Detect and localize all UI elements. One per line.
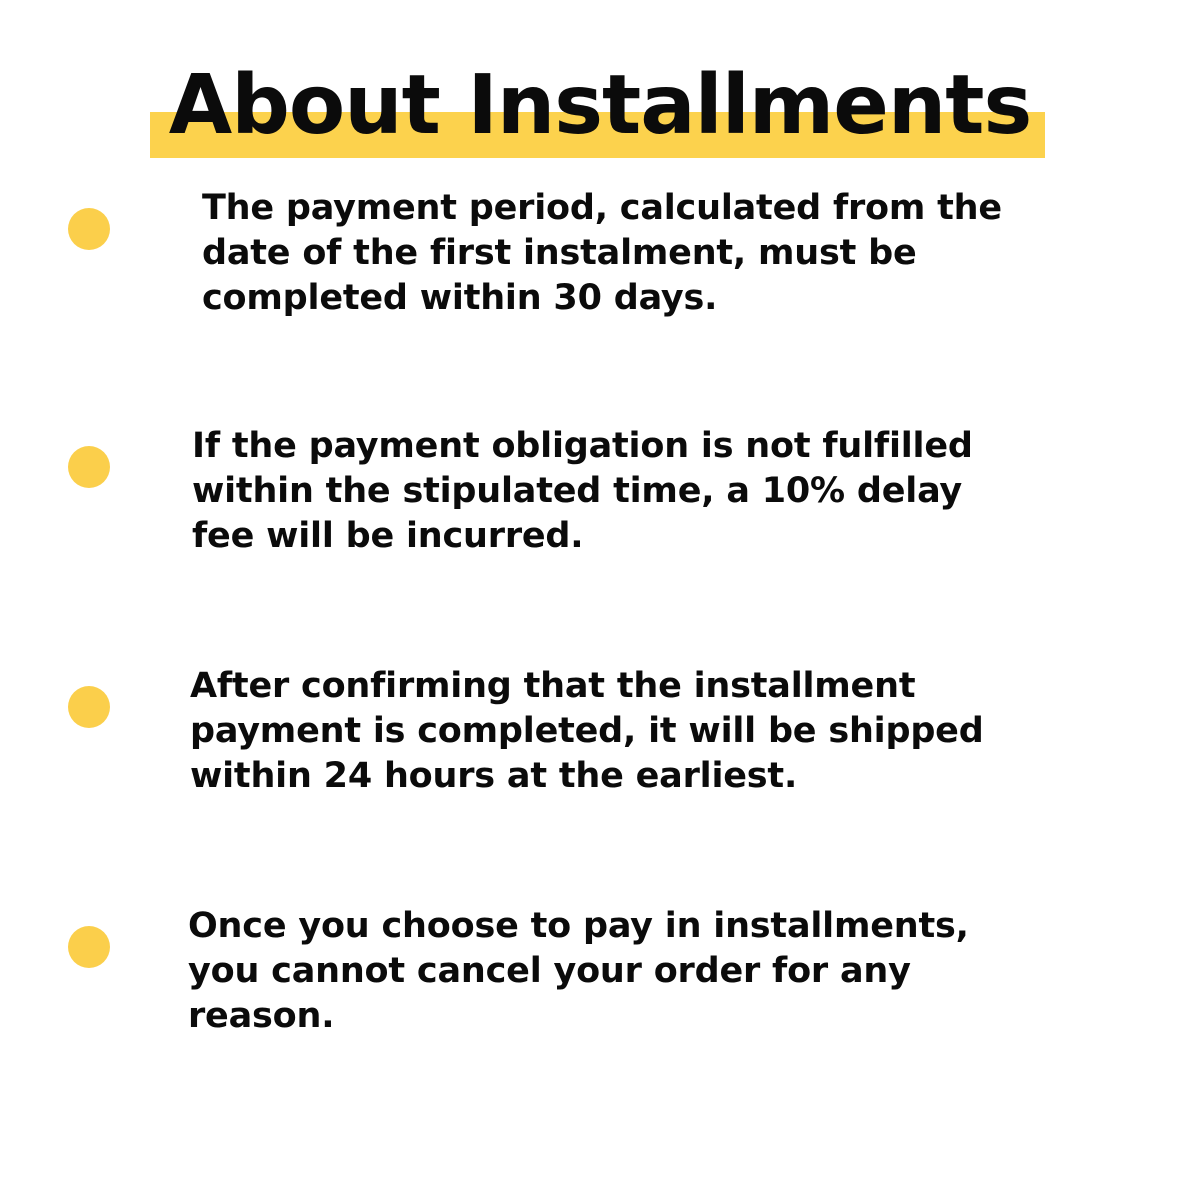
page-title: About Installments <box>168 58 1032 153</box>
bullet-dot-icon <box>68 208 110 250</box>
list-item <box>0 664 1200 834</box>
list-item <box>0 186 1200 356</box>
list-item <box>0 904 1200 1074</box>
installment-terms-list <box>0 186 1200 1150</box>
list-item <box>0 424 1200 594</box>
bullet-dot-icon <box>68 926 110 968</box>
list-item-text: Once you choose to pay in installments, you cannot cancel your order for any reason. <box>188 906 969 1036</box>
list-item-text: If the payment obligation is not fulfilled within the stipulated time, a 10% delay fee will be incurred. <box>192 426 973 556</box>
list-item-text: The payment period, calculated from the date of the first instalment, must be completed within 30 days. <box>202 188 1002 318</box>
list-item-text: After confirming that the installment payment is completed, it will be shipped within 24 hours at the earliest. <box>190 666 984 796</box>
bullet-dot-icon <box>68 446 110 488</box>
page-title-block <box>0 34 1200 174</box>
bullet-dot-icon <box>68 686 110 728</box>
